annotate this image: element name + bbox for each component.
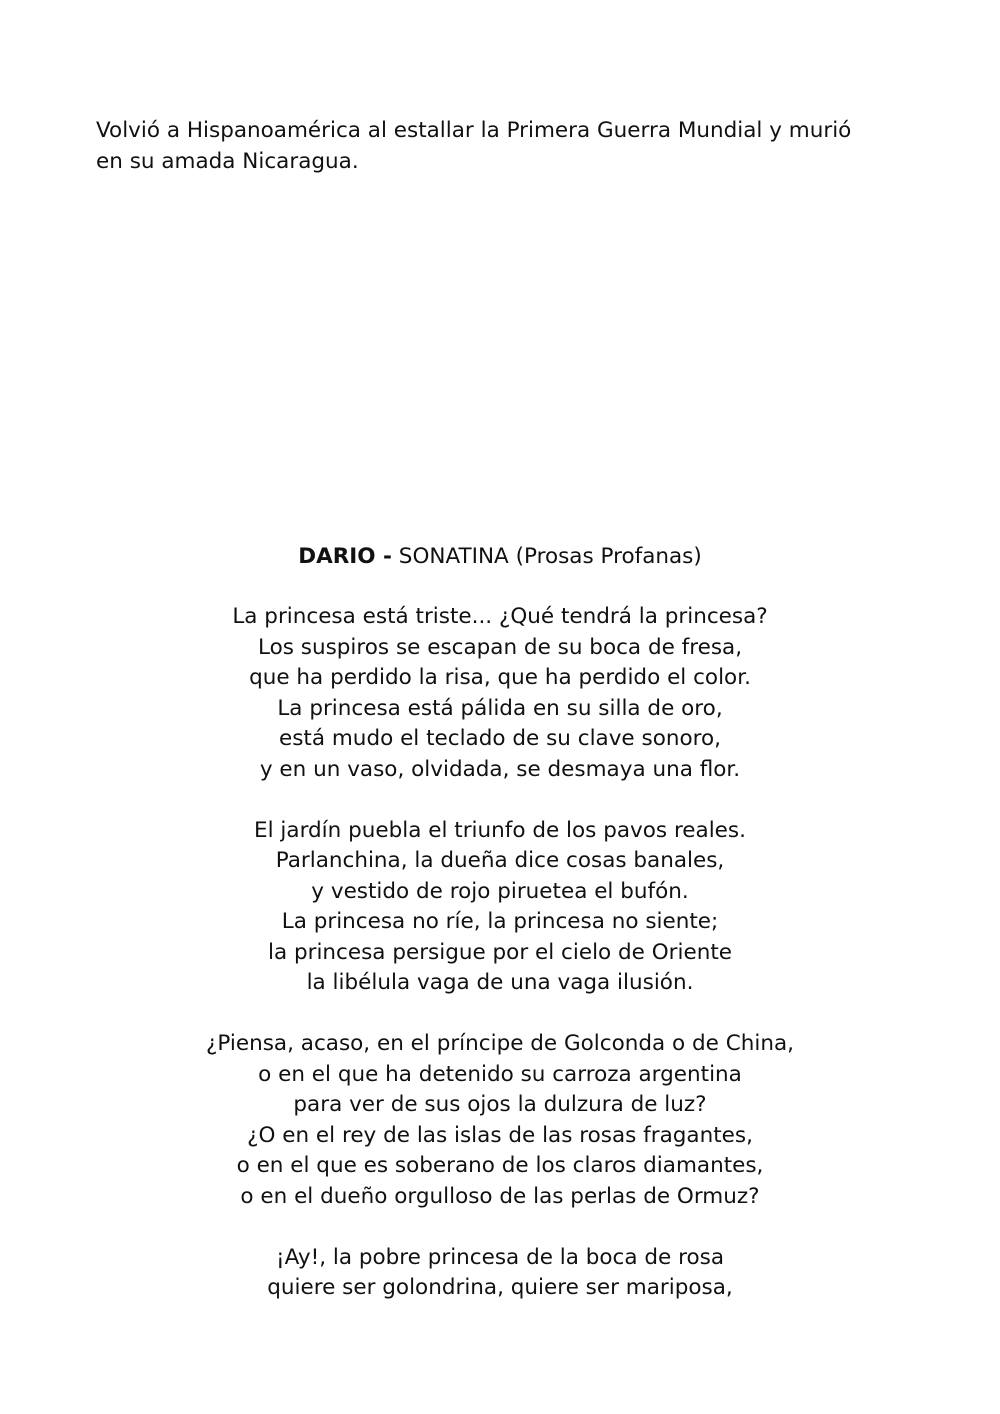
verse-line: y vestido de rojo piruetea el bufón. xyxy=(311,878,689,904)
verse-line: quiere ser golondrina, quiere ser mariposa, xyxy=(267,1275,733,1300)
stanza xyxy=(0,602,1000,785)
stanza xyxy=(0,1243,1000,1304)
verse-line: o en el dueño orgulloso de las perlas de Ormuz? xyxy=(240,1183,760,1209)
intro-paragraph xyxy=(96,115,916,177)
verse-line: o en el que ha detenido su carroza argentina xyxy=(258,1061,742,1087)
verse-line: la princesa persigue por el cielo de Oriente xyxy=(267,939,732,965)
verse-line: para ver de sus ojos la dulzura de luz? xyxy=(293,1092,707,1117)
verse-line: ¿O en el rey de las islas de las rosas fragantes, xyxy=(247,1122,753,1148)
verse-line: Los suspiros se escapan de su boca de fresa, xyxy=(257,634,743,660)
verse-line: Parlanchina, la dueña dice cosas banales, xyxy=(275,848,725,873)
stanza xyxy=(0,816,1000,999)
poem-book: (Prosas Profanas) xyxy=(515,544,702,569)
verse-line: ¡Ay!, la pobre princesa de la boca de rosa xyxy=(275,1244,724,1270)
stanza xyxy=(0,1029,1000,1212)
verse-line: La princesa está triste... ¿Qué tendrá la princesa? xyxy=(232,604,768,629)
verse-line: la libélula vaga de una vaga ilusión. xyxy=(306,970,694,995)
poem-body xyxy=(0,602,1000,1334)
verse-line: ¿Piensa, acaso, en el príncipe de Golconda o de China, xyxy=(206,1031,794,1056)
verse-line: o en el que es soberano de los claros diamantes, xyxy=(236,1153,764,1178)
intro-line: en su amada Nicaragua. xyxy=(96,149,359,174)
verse-line: El jardín puebla el triunfo de los pavos reales. xyxy=(254,817,746,843)
poem-title xyxy=(0,541,1000,572)
intro-line: Volvió a Hispanoamérica al estallar la Primera Guerra Mundial y murió xyxy=(96,118,852,143)
verse-line: que ha perdido la risa, que ha perdido el color. xyxy=(249,665,751,690)
poem-name: SONATINA xyxy=(398,544,509,569)
verse-line: está mudo el teclado de su clave sonoro, xyxy=(279,726,721,751)
verse-line: La princesa está pálida en su silla de oro, xyxy=(277,695,723,721)
verse-line: y en un vaso, olvidada, se desmaya una flor. xyxy=(259,756,741,782)
poem-author: DARIO - xyxy=(298,544,392,569)
verse-line: La princesa no ríe, la princesa no siente; xyxy=(281,909,719,934)
